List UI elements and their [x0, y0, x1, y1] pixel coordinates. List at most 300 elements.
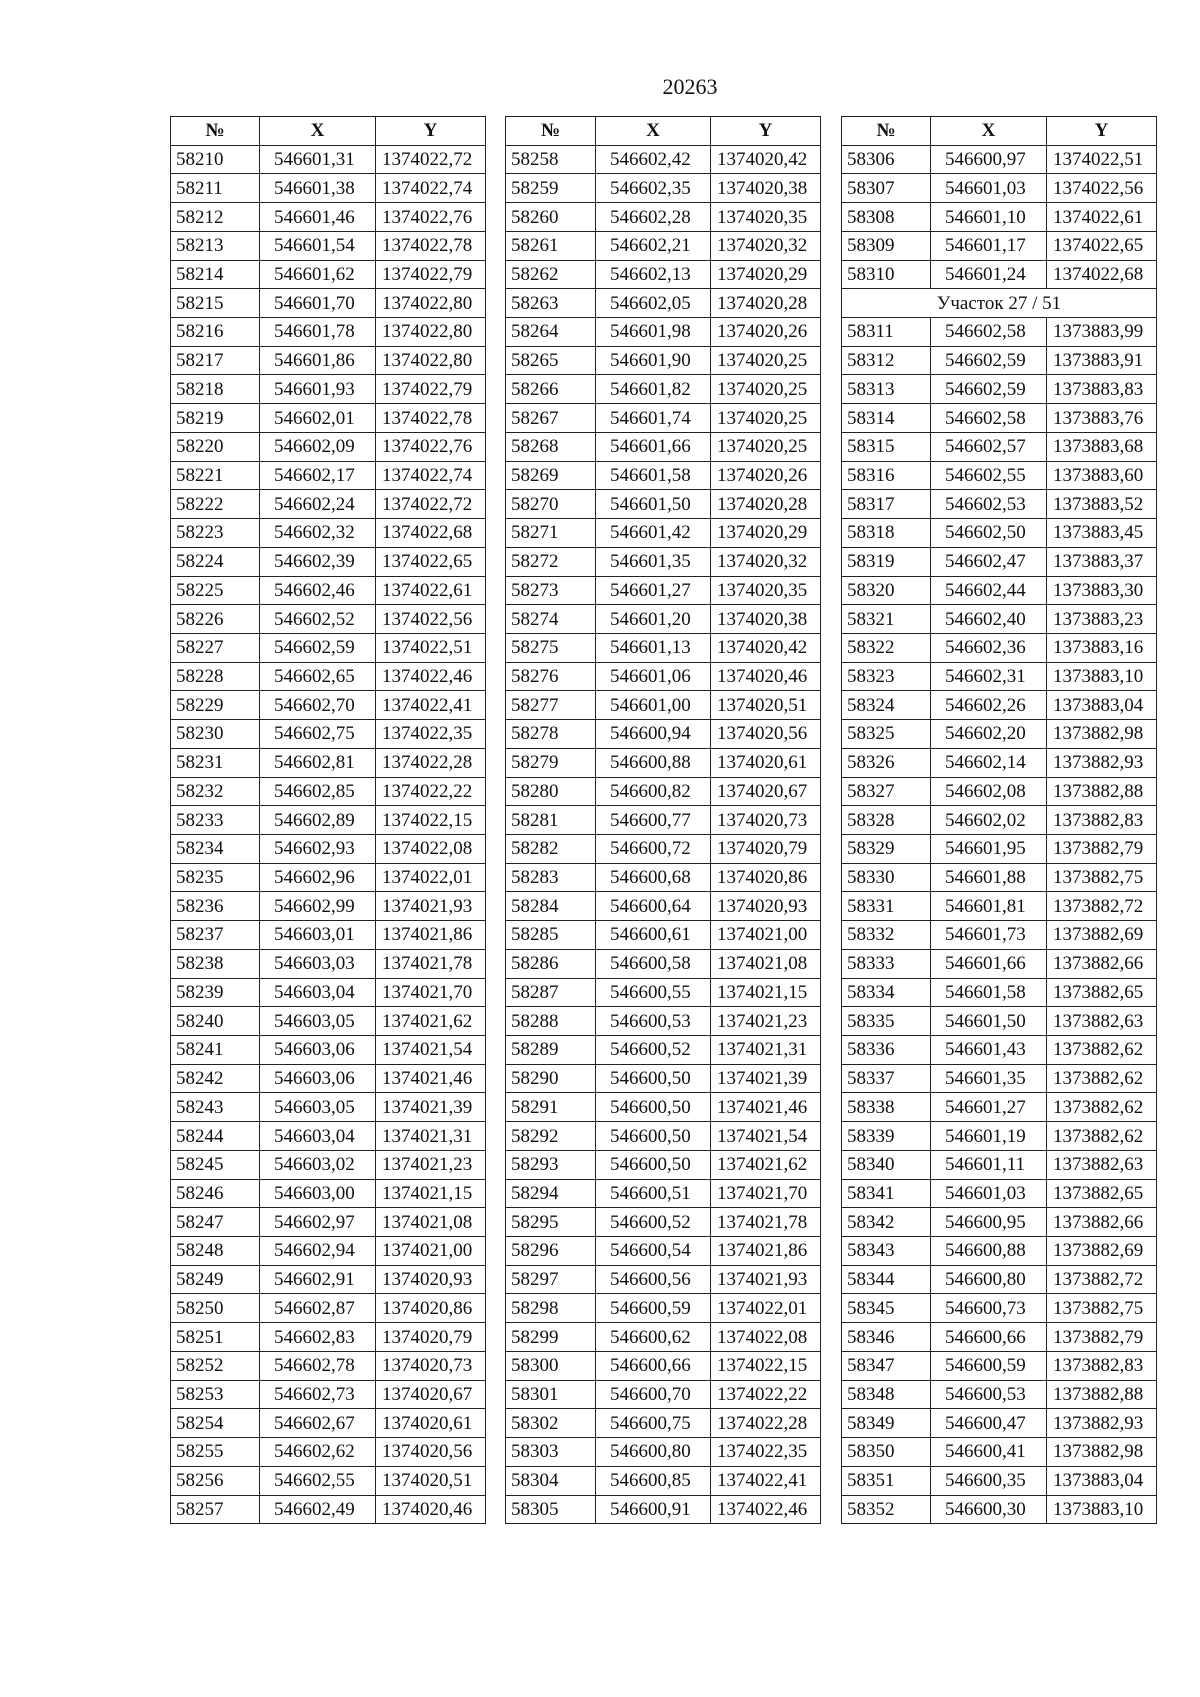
- point-number-cell: 58272: [506, 547, 596, 576]
- table-row: [171, 777, 486, 806]
- point-number-cell: 58220: [171, 432, 260, 461]
- table-row: [506, 1351, 821, 1380]
- x-coordinate-cell: 546603,06: [260, 1036, 376, 1065]
- x-coordinate-cell: 546603,05: [260, 1093, 376, 1122]
- x-coordinate-cell: 546602,53: [931, 490, 1047, 519]
- table-row: [506, 1122, 821, 1151]
- y-coordinate-cell: 1374022,56: [1047, 174, 1157, 203]
- x-coordinate-cell: 546602,65: [260, 662, 376, 691]
- x-coordinate-cell: 546600,75: [596, 1409, 711, 1438]
- table-row: [842, 633, 1157, 662]
- point-number-cell: 58349: [842, 1409, 931, 1438]
- x-coordinate-cell: 546602,35: [596, 174, 711, 203]
- y-coordinate-cell: 1374022,28: [711, 1409, 821, 1438]
- point-number-cell: 58342: [842, 1208, 931, 1237]
- x-coordinate-cell: 546600,95: [931, 1208, 1047, 1237]
- x-coordinate-cell: 546602,32: [260, 519, 376, 548]
- point-number-cell: 58273: [506, 576, 596, 605]
- x-coordinate-cell: 546600,62: [596, 1323, 711, 1352]
- point-number-cell: 58245: [171, 1150, 260, 1179]
- table-row: [171, 375, 486, 404]
- y-coordinate-cell: 1374020,93: [711, 892, 821, 921]
- x-coordinate-cell: 546600,53: [596, 1007, 711, 1036]
- y-coordinate-cell: 1374020,28: [711, 289, 821, 318]
- y-coordinate-cell: 1374020,25: [711, 404, 821, 433]
- y-coordinate-cell: 1373882,93: [1047, 1409, 1157, 1438]
- table-row: [842, 547, 1157, 576]
- table-row: [171, 605, 486, 634]
- y-coordinate-cell: 1373883,16: [1047, 633, 1157, 662]
- y-coordinate-cell: 1374020,26: [711, 461, 821, 490]
- x-coordinate-cell: 546601,00: [596, 691, 711, 720]
- y-coordinate-cell: 1374022,80: [376, 318, 486, 347]
- table-row: [842, 921, 1157, 950]
- y-coordinate-cell: 1374020,38: [711, 174, 821, 203]
- y-coordinate-cell: 1373882,83: [1047, 806, 1157, 835]
- y-coordinate-cell: 1374022,41: [376, 691, 486, 720]
- point-number-cell: 58306: [842, 145, 931, 174]
- point-number-cell: 58338: [842, 1093, 931, 1122]
- table-header-row: [171, 117, 486, 146]
- x-coordinate-cell: 546601,50: [596, 490, 711, 519]
- x-coordinate-cell: 546603,03: [260, 949, 376, 978]
- point-number-cell: 58347: [842, 1351, 931, 1380]
- point-number-cell: 58274: [506, 605, 596, 634]
- y-coordinate-cell: 1374022,80: [376, 346, 486, 375]
- table-row: [506, 1294, 821, 1323]
- y-coordinate-cell: 1373883,52: [1047, 490, 1157, 519]
- table-header-row: [842, 117, 1157, 146]
- y-coordinate-cell: 1374022,22: [376, 777, 486, 806]
- x-coordinate-cell: 546601,38: [260, 174, 376, 203]
- table-row: [842, 1122, 1157, 1151]
- point-number-cell: 58243: [171, 1093, 260, 1122]
- table-row: [506, 231, 821, 260]
- point-number-cell: 58222: [171, 490, 260, 519]
- x-coordinate-cell: 546602,59: [931, 375, 1047, 404]
- table-row: [506, 1179, 821, 1208]
- y-coordinate-cell: 1374022,35: [711, 1438, 821, 1467]
- point-number-cell: 58218: [171, 375, 260, 404]
- table-row: [506, 1323, 821, 1352]
- table-row: [506, 834, 821, 863]
- table-row: [506, 203, 821, 232]
- table-body: [506, 145, 821, 1524]
- x-coordinate-cell: 546601,11: [931, 1150, 1047, 1179]
- y-coordinate-cell: 1374022,65: [1047, 231, 1157, 260]
- x-coordinate-cell: 546602,42: [596, 145, 711, 174]
- x-coordinate-cell: 546600,58: [596, 949, 711, 978]
- point-number-cell: 58275: [506, 633, 596, 662]
- y-coordinate-cell: 1373882,79: [1047, 834, 1157, 863]
- x-coordinate-cell: 546601,17: [931, 231, 1047, 260]
- point-number-cell: 58267: [506, 404, 596, 433]
- header-x: X: [260, 117, 376, 146]
- y-coordinate-cell: 1374020,51: [376, 1466, 486, 1495]
- table-row: [171, 1409, 486, 1438]
- point-number-cell: 58300: [506, 1351, 596, 1380]
- x-coordinate-cell: 546602,09: [260, 432, 376, 461]
- table-row: [506, 978, 821, 1007]
- x-coordinate-cell: 546602,21: [596, 231, 711, 260]
- x-coordinate-cell: 546602,49: [260, 1495, 376, 1524]
- x-coordinate-cell: 546602,31: [931, 662, 1047, 691]
- table-row: [506, 1150, 821, 1179]
- table-row: [171, 260, 486, 289]
- y-coordinate-cell: 1373882,62: [1047, 1036, 1157, 1065]
- x-coordinate-cell: 546602,47: [931, 547, 1047, 576]
- table-row: [842, 720, 1157, 749]
- x-coordinate-cell: 546602,78: [260, 1351, 376, 1380]
- table-row: [171, 978, 486, 1007]
- table-row: [171, 318, 486, 347]
- point-number-cell: 58315: [842, 432, 931, 461]
- point-number-cell: 58259: [506, 174, 596, 203]
- point-number-cell: 58247: [171, 1208, 260, 1237]
- point-number-cell: 58321: [842, 605, 931, 634]
- table-row: [842, 1351, 1157, 1380]
- x-coordinate-cell: 546602,97: [260, 1208, 376, 1237]
- y-coordinate-cell: 1374022,01: [376, 863, 486, 892]
- table-row: [171, 1323, 486, 1352]
- y-coordinate-cell: 1374021,93: [711, 1265, 821, 1294]
- x-coordinate-cell: 546600,91: [596, 1495, 711, 1524]
- y-coordinate-cell: 1374022,08: [711, 1323, 821, 1352]
- table-row: [171, 203, 486, 232]
- point-number-cell: 58350: [842, 1438, 931, 1467]
- x-coordinate-cell: 546600,54: [596, 1237, 711, 1266]
- y-coordinate-cell: 1373882,83: [1047, 1351, 1157, 1380]
- table-row: [842, 605, 1157, 634]
- point-number-cell: 58308: [842, 203, 931, 232]
- point-number-cell: 58258: [506, 145, 596, 174]
- x-coordinate-cell: 546601,24: [931, 260, 1047, 289]
- x-coordinate-cell: 546602,67: [260, 1409, 376, 1438]
- table-row: [506, 1036, 821, 1065]
- x-coordinate-cell: 546600,50: [596, 1122, 711, 1151]
- x-coordinate-cell: 546601,20: [596, 605, 711, 634]
- table-row: [506, 863, 821, 892]
- table-row: [506, 490, 821, 519]
- point-number-cell: 58295: [506, 1208, 596, 1237]
- point-number-cell: 58293: [506, 1150, 596, 1179]
- x-coordinate-cell: 546601,50: [931, 1007, 1047, 1036]
- point-number-cell: 58234: [171, 834, 260, 863]
- point-number-cell: 58238: [171, 949, 260, 978]
- x-coordinate-cell: 546602,52: [260, 605, 376, 634]
- x-coordinate-cell: 546602,83: [260, 1323, 376, 1352]
- point-number-cell: 58309: [842, 231, 931, 260]
- y-coordinate-cell: 1373882,65: [1047, 978, 1157, 1007]
- x-coordinate-cell: 546602,26: [931, 691, 1047, 720]
- point-number-cell: 58348: [842, 1380, 931, 1409]
- header-x: X: [931, 117, 1047, 146]
- point-number-cell: 58239: [171, 978, 260, 1007]
- y-coordinate-cell: 1373882,63: [1047, 1007, 1157, 1036]
- point-number-cell: 58224: [171, 547, 260, 576]
- point-number-cell: 58268: [506, 432, 596, 461]
- x-coordinate-cell: 546601,46: [260, 203, 376, 232]
- table-row: [171, 346, 486, 375]
- y-coordinate-cell: 1374022,46: [376, 662, 486, 691]
- coordinates-table-2: [505, 116, 821, 1524]
- table-row: [506, 605, 821, 634]
- table-row: [506, 519, 821, 548]
- point-number-cell: 58223: [171, 519, 260, 548]
- point-number-cell: 58334: [842, 978, 931, 1007]
- y-coordinate-cell: 1374020,32: [711, 231, 821, 260]
- point-number-cell: 58237: [171, 921, 260, 950]
- x-coordinate-cell: 546602,70: [260, 691, 376, 720]
- y-coordinate-cell: 1374022,80: [376, 289, 486, 318]
- point-number-cell: 58290: [506, 1064, 596, 1093]
- y-coordinate-cell: 1374021,62: [376, 1007, 486, 1036]
- y-coordinate-cell: 1374021,00: [711, 921, 821, 950]
- point-number-cell: 58264: [506, 318, 596, 347]
- y-coordinate-cell: 1373882,72: [1047, 892, 1157, 921]
- table-row: [842, 1036, 1157, 1065]
- x-coordinate-cell: 546600,53: [931, 1380, 1047, 1409]
- y-coordinate-cell: 1374022,46: [711, 1495, 821, 1524]
- x-coordinate-cell: 546602,13: [596, 260, 711, 289]
- point-number-cell: 58233: [171, 806, 260, 835]
- y-coordinate-cell: 1374020,25: [711, 375, 821, 404]
- x-coordinate-cell: 546602,36: [931, 633, 1047, 662]
- y-coordinate-cell: 1374022,79: [376, 375, 486, 404]
- table-row: [842, 203, 1157, 232]
- table-row: [506, 375, 821, 404]
- x-coordinate-cell: 546601,35: [596, 547, 711, 576]
- point-number-cell: 58298: [506, 1294, 596, 1323]
- table-row: [171, 1208, 486, 1237]
- point-number-cell: 58228: [171, 662, 260, 691]
- y-coordinate-cell: 1374022,51: [1047, 145, 1157, 174]
- y-coordinate-cell: 1374022,41: [711, 1466, 821, 1495]
- page-number: 20263: [662, 74, 718, 99]
- section-row: [842, 289, 1157, 318]
- y-coordinate-cell: 1374022,51: [376, 633, 486, 662]
- table-row: [506, 1064, 821, 1093]
- y-coordinate-cell: 1373882,88: [1047, 777, 1157, 806]
- point-number-cell: 58210: [171, 145, 260, 174]
- point-number-cell: 58299: [506, 1323, 596, 1352]
- x-coordinate-cell: 546602,89: [260, 806, 376, 835]
- point-number-cell: 58213: [171, 231, 260, 260]
- y-coordinate-cell: 1374020,86: [711, 863, 821, 892]
- point-number-cell: 58288: [506, 1007, 596, 1036]
- y-coordinate-cell: 1374022,15: [376, 806, 486, 835]
- y-coordinate-cell: 1374020,56: [711, 720, 821, 749]
- table-row: [506, 318, 821, 347]
- point-number-cell: 58262: [506, 260, 596, 289]
- point-number-cell: 58250: [171, 1294, 260, 1323]
- y-coordinate-cell: 1374021,23: [711, 1007, 821, 1036]
- y-coordinate-cell: 1373883,68: [1047, 432, 1157, 461]
- table-row: [842, 777, 1157, 806]
- table-row: [171, 1122, 486, 1151]
- y-coordinate-cell: 1374022,72: [376, 490, 486, 519]
- header-x: X: [596, 117, 711, 146]
- table-row: [506, 145, 821, 174]
- table-row: [842, 231, 1157, 260]
- x-coordinate-cell: 546600,73: [931, 1294, 1047, 1323]
- y-coordinate-cell: 1374020,38: [711, 605, 821, 634]
- x-coordinate-cell: 546602,85: [260, 777, 376, 806]
- table-row: [506, 576, 821, 605]
- y-coordinate-cell: 1374020,46: [711, 662, 821, 691]
- point-number-cell: 58260: [506, 203, 596, 232]
- y-coordinate-cell: 1373882,79: [1047, 1323, 1157, 1352]
- y-coordinate-cell: 1374022,56: [376, 605, 486, 634]
- x-coordinate-cell: 546603,05: [260, 1007, 376, 1036]
- y-coordinate-cell: 1373883,91: [1047, 346, 1157, 375]
- table-row: [506, 461, 821, 490]
- table-row: [842, 949, 1157, 978]
- table-row: [842, 1323, 1157, 1352]
- point-number-cell: 58265: [506, 346, 596, 375]
- point-number-cell: 58327: [842, 777, 931, 806]
- table-row: [842, 1495, 1157, 1524]
- table-row: [506, 720, 821, 749]
- x-coordinate-cell: 546600,85: [596, 1466, 711, 1495]
- x-coordinate-cell: 546601,95: [931, 834, 1047, 863]
- y-coordinate-cell: 1374020,35: [711, 203, 821, 232]
- point-number-cell: 58325: [842, 720, 931, 749]
- point-number-cell: 58251: [171, 1323, 260, 1352]
- y-coordinate-cell: 1374022,35: [376, 720, 486, 749]
- x-coordinate-cell: 546601,10: [931, 203, 1047, 232]
- table-row: [171, 231, 486, 260]
- x-coordinate-cell: 546602,17: [260, 461, 376, 490]
- y-coordinate-cell: 1374021,86: [376, 921, 486, 950]
- point-number-cell: 58253: [171, 1380, 260, 1409]
- table-row: [506, 1409, 821, 1438]
- table-row: [842, 1466, 1157, 1495]
- x-coordinate-cell: 546600,94: [596, 720, 711, 749]
- y-coordinate-cell: 1374021,93: [376, 892, 486, 921]
- y-coordinate-cell: 1373882,72: [1047, 1265, 1157, 1294]
- table-row: [842, 1438, 1157, 1467]
- y-coordinate-cell: 1374021,78: [376, 949, 486, 978]
- table-row: [842, 1208, 1157, 1237]
- y-coordinate-cell: 1374020,86: [376, 1294, 486, 1323]
- y-coordinate-cell: 1374021,31: [711, 1036, 821, 1065]
- point-number-cell: 58292: [506, 1122, 596, 1151]
- point-number-cell: 58317: [842, 490, 931, 519]
- point-number-cell: 58261: [506, 231, 596, 260]
- table-row: [842, 748, 1157, 777]
- table-row: [506, 260, 821, 289]
- table-row: [842, 1409, 1157, 1438]
- table-row: [506, 949, 821, 978]
- y-coordinate-cell: 1373882,93: [1047, 748, 1157, 777]
- header-y: Y: [1047, 117, 1157, 146]
- table-row: [842, 346, 1157, 375]
- x-coordinate-cell: 546600,72: [596, 834, 711, 863]
- y-coordinate-cell: 1374022,22: [711, 1380, 821, 1409]
- y-coordinate-cell: 1374022,76: [376, 432, 486, 461]
- x-coordinate-cell: 546602,14: [931, 748, 1047, 777]
- y-coordinate-cell: 1374020,25: [711, 346, 821, 375]
- point-number-cell: 58310: [842, 260, 931, 289]
- table-row: [171, 1351, 486, 1380]
- y-coordinate-cell: 1374020,61: [711, 748, 821, 777]
- x-coordinate-cell: 546602,81: [260, 748, 376, 777]
- y-coordinate-cell: 1373883,76: [1047, 404, 1157, 433]
- y-coordinate-cell: 1374022,76: [376, 203, 486, 232]
- point-number-cell: 58345: [842, 1294, 931, 1323]
- table-row: [171, 748, 486, 777]
- y-coordinate-cell: 1374020,61: [376, 1409, 486, 1438]
- point-number-cell: 58297: [506, 1265, 596, 1294]
- table-row: [171, 863, 486, 892]
- table-row: [171, 834, 486, 863]
- point-number-cell: 58304: [506, 1466, 596, 1495]
- y-coordinate-cell: 1374021,15: [376, 1179, 486, 1208]
- point-number-cell: 58221: [171, 461, 260, 490]
- table-row: [171, 633, 486, 662]
- point-number-cell: 58225: [171, 576, 260, 605]
- table-row: [506, 633, 821, 662]
- x-coordinate-cell: 546600,59: [931, 1351, 1047, 1380]
- table-row: [842, 1265, 1157, 1294]
- table-row: [842, 461, 1157, 490]
- y-coordinate-cell: 1373882,62: [1047, 1093, 1157, 1122]
- y-coordinate-cell: 1374020,32: [711, 547, 821, 576]
- table-body: [842, 145, 1157, 1524]
- y-coordinate-cell: 1373883,45: [1047, 519, 1157, 548]
- y-coordinate-cell: 1373882,66: [1047, 949, 1157, 978]
- point-number-cell: 58346: [842, 1323, 931, 1352]
- table-row: [171, 1036, 486, 1065]
- x-coordinate-cell: 546603,04: [260, 978, 376, 1007]
- x-coordinate-cell: 546602,46: [260, 576, 376, 605]
- y-coordinate-cell: 1374021,08: [711, 949, 821, 978]
- table-row: [842, 863, 1157, 892]
- x-coordinate-cell: 546601,58: [596, 461, 711, 490]
- y-coordinate-cell: 1373882,69: [1047, 1237, 1157, 1266]
- x-coordinate-cell: 546602,58: [931, 404, 1047, 433]
- y-coordinate-cell: 1374020,79: [711, 834, 821, 863]
- point-number-cell: 58216: [171, 318, 260, 347]
- y-coordinate-cell: 1374022,01: [711, 1294, 821, 1323]
- y-coordinate-cell: 1374021,39: [376, 1093, 486, 1122]
- y-coordinate-cell: 1373882,62: [1047, 1122, 1157, 1151]
- point-number-cell: 58313: [842, 375, 931, 404]
- point-number-cell: 58230: [171, 720, 260, 749]
- y-coordinate-cell: 1373882,62: [1047, 1064, 1157, 1093]
- y-coordinate-cell: 1373882,98: [1047, 720, 1157, 749]
- x-coordinate-cell: 546601,78: [260, 318, 376, 347]
- x-coordinate-cell: 546600,50: [596, 1150, 711, 1179]
- y-coordinate-cell: 1374022,15: [711, 1351, 821, 1380]
- y-coordinate-cell: 1373883,83: [1047, 375, 1157, 404]
- y-coordinate-cell: 1374021,46: [376, 1064, 486, 1093]
- x-coordinate-cell: 546601,62: [260, 260, 376, 289]
- point-number-cell: 58276: [506, 662, 596, 691]
- table-row: [506, 432, 821, 461]
- y-coordinate-cell: 1373883,30: [1047, 576, 1157, 605]
- point-number-cell: 58344: [842, 1265, 931, 1294]
- x-coordinate-cell: 546601,19: [931, 1122, 1047, 1151]
- x-coordinate-cell: 546602,55: [260, 1466, 376, 1495]
- x-coordinate-cell: 546600,80: [931, 1265, 1047, 1294]
- y-coordinate-cell: 1373883,10: [1047, 1495, 1157, 1524]
- x-coordinate-cell: 546602,87: [260, 1294, 376, 1323]
- point-number-cell: 58252: [171, 1351, 260, 1380]
- header-number: №: [506, 117, 596, 146]
- point-number-cell: 58287: [506, 978, 596, 1007]
